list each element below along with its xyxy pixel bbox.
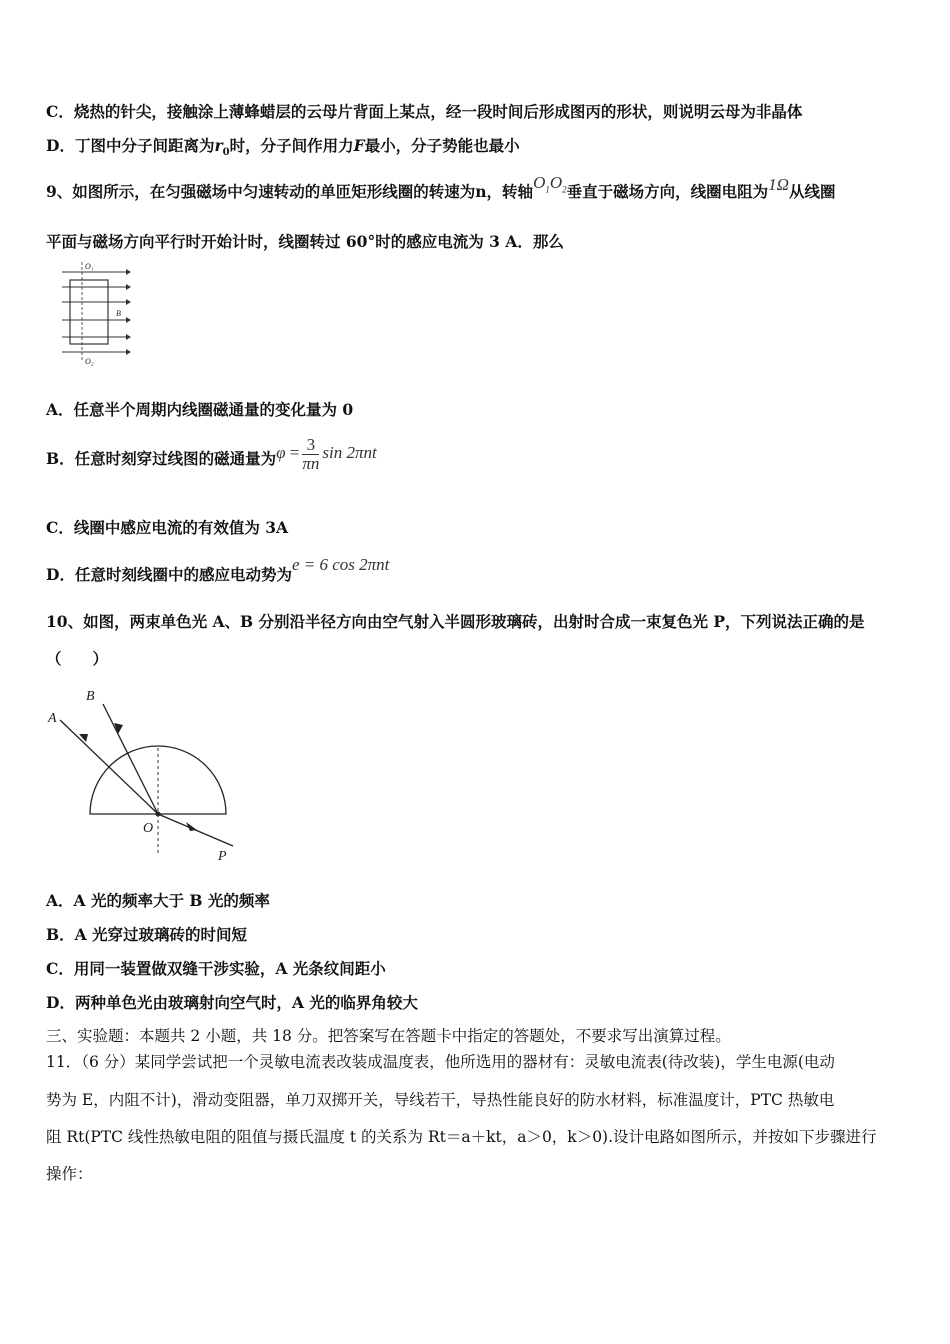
q9-option-b: B．任意时刻穿过线图的磁通量为φ = $\frac{3}{\pi n}$ sin 2πnt — [46, 434, 377, 473]
resistance-value: 1Ω — [768, 175, 789, 194]
q11-line3: 阻 Rt(PTC 线性热敏电阻的阻值与摄氏温度 t 的关系为 Rt＝a＋kt，a＞0，k＞0).设计电路如图所示，并按如下步骤进行 — [46, 1128, 877, 1146]
arrow-icon — [126, 299, 131, 305]
ray-a-arrow-icon — [79, 734, 88, 742]
axis-label: $O_1O_2$ — [533, 173, 567, 195]
label-o1: O₁ — [85, 262, 94, 271]
label-b: B — [116, 309, 121, 318]
q9-option-c: C．线圈中感应电流的有效值为 3A — [46, 518, 289, 537]
q9-option-a: A．任意半个周期内线圈磁通量的变化量为 0 — [46, 400, 354, 419]
label-o: O — [143, 821, 154, 836]
coil-rect — [70, 280, 108, 344]
q10-option-c: C．用同一装置做双缝干涉实验，A 光条纹间距小 — [46, 959, 386, 978]
q9-stem-line2: 平面与磁场方向平行时开始计时，线圈转过 60°时的感应电流为 3 A．那么 — [46, 232, 564, 251]
arrow-icon — [126, 317, 131, 323]
q11-line4: 操作： — [46, 1165, 93, 1183]
section-3-heading: 三、实验题：本题共 2 小题，共 18 分。把答案写在答题卡中指定的答题处，不要求写出演算过程。 — [46, 1027, 731, 1045]
label-p: P — [218, 849, 227, 864]
q10-option-b: B．A 光穿过玻璃砖的时间短 — [46, 925, 248, 944]
emf-formula: e = 6 cos 2πnt — [291, 555, 390, 574]
ray-a — [60, 720, 158, 814]
q9-option-d: D．任意时刻线圈中的感应电动势为e = 6 cos 2πnt — [46, 555, 390, 584]
q10-option-a: A．A 光的频率大于 B 光的频率 — [46, 891, 270, 910]
arrow-icon — [126, 284, 131, 290]
point-o — [156, 812, 161, 817]
q9-coil-figure — [56, 258, 136, 368]
label-a: A — [48, 711, 57, 726]
q10-option-d: D．两种单色光由玻璃射向空气时，A 光的临界角较大 — [46, 993, 418, 1012]
q11-line1: 11．（6 分）某同学尝试把一个灵敏电流表改装成温度表，他所选用的器材有：灵敏电流表(待改装)，学生电源(电动 — [46, 1053, 835, 1071]
flux-formula: φ = $\frac{3}{\pi n}$ sin 2πnt — [276, 434, 377, 473]
label-b: B — [86, 689, 95, 704]
q8-option-d: D．丁图中分子间距离为$r_0$时，分子间作用力F最小，分子势能也最小 — [46, 136, 520, 159]
q10-prism-figure — [46, 682, 246, 867]
q10-blank: （ ） — [46, 649, 109, 668]
arrow-icon — [126, 334, 131, 340]
arrow-icon — [126, 349, 131, 355]
q9-stem-line1: 9、如图所示，在匀强磁场中匀速转动的单匝矩形线圈的转速为n，转轴$O_1O_2$垂直于磁场方向，线圈电阻为1Ω从线圈 — [46, 173, 836, 201]
label-o2: O₂ — [85, 357, 94, 366]
ray-b — [103, 704, 158, 814]
q8-option-c: C．烧热的针尖，接触涂上薄蜂蜡层的云母片背面上某点，经一段时间后形成图丙的形状，则说明云母为非晶体 — [46, 102, 803, 121]
q11-line2: 势为 E，内阻不计)，滑动变阻器，单刀双掷开关，导线若干，导热性能良好的防水材料，标准温度计，PTC 热敏电 — [46, 1091, 835, 1109]
arrow-icon — [126, 269, 131, 275]
q10-stem: 10、如图，两束单色光 A、B 分别沿半径方向由空气射入半圆形玻璃砖，出射时合成一束复色光 P，下列说法正确的是 — [46, 612, 865, 631]
